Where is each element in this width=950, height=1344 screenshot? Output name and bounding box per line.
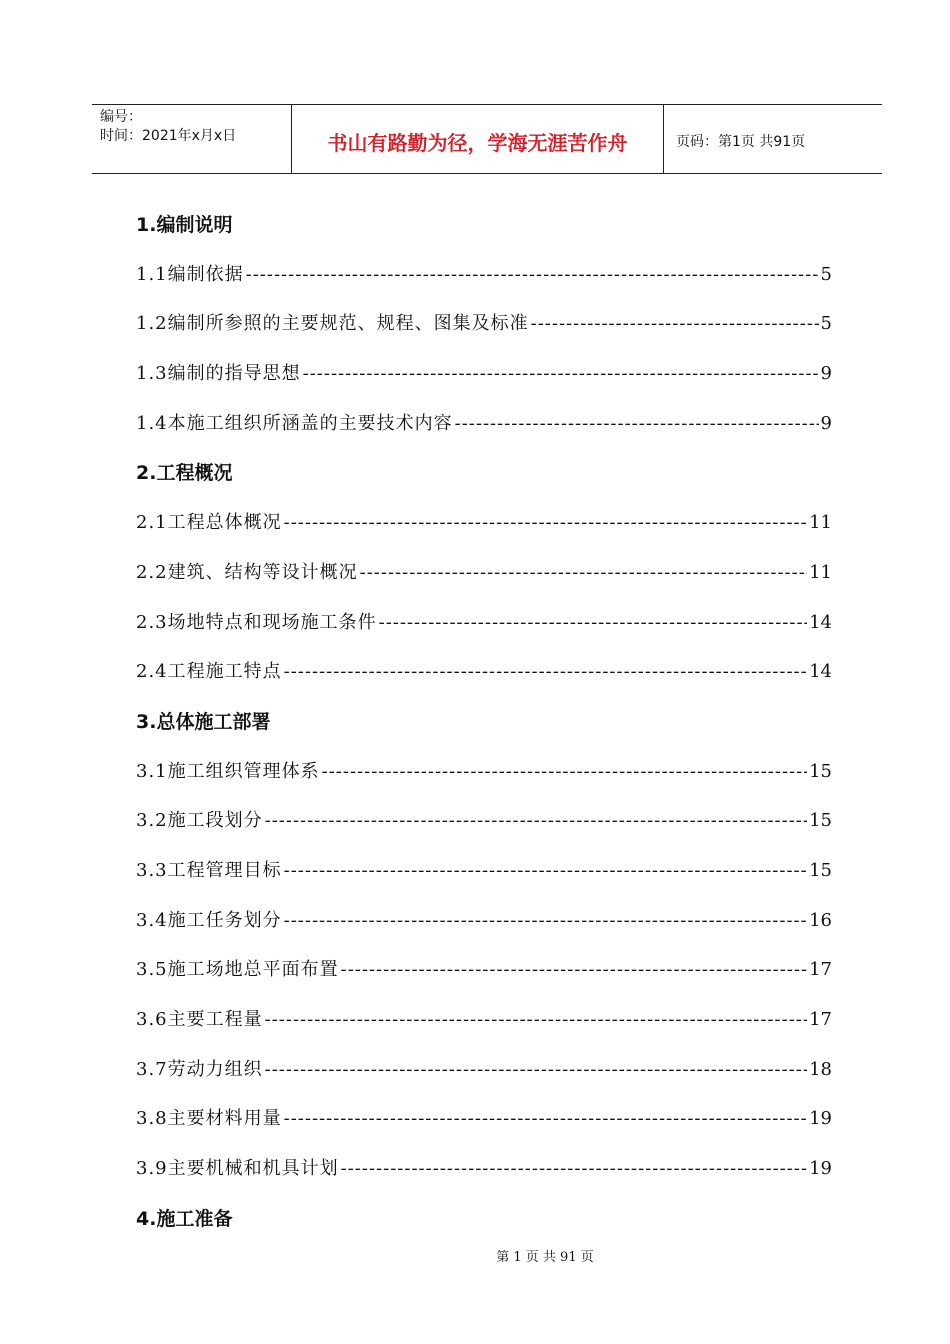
toc-entry[interactable] (136, 1000, 832, 1050)
toc-entry-title: 1.3编制的指导思想 (136, 363, 301, 385)
toc-entry[interactable] (136, 304, 832, 354)
toc-entry-title: 2.1工程总体概况 (136, 512, 282, 534)
toc-entry-page: 19 (809, 1108, 832, 1130)
toc-entry[interactable] (136, 1149, 832, 1199)
header-page-info: 页码：第1页 共91页 (676, 134, 806, 150)
toc-entry-title: 3.2施工段划分 (136, 810, 263, 832)
toc-entry[interactable] (136, 851, 832, 901)
toc-entry[interactable] (136, 801, 832, 851)
toc-entry-title: 1.4本施工组织所涵盖的主要技术内容 (136, 412, 453, 434)
toc-dot-leader (284, 851, 807, 891)
toc-entry-title: 3.8主要材料用量 (136, 1108, 282, 1130)
toc-entry-title: 2.2建筑、结构等设计概况 (136, 561, 358, 583)
toc-entry-page: 19 (809, 1158, 832, 1180)
toc-dot-leader (322, 752, 807, 792)
toc-section-heading[interactable]: 2.工程概况 (136, 462, 233, 485)
toc-dot-leader (379, 603, 807, 643)
toc-entry-title: 3.7劳动力组织 (136, 1058, 263, 1080)
table-of-contents (136, 205, 832, 1248)
toc-entry-page: 11 (809, 512, 832, 534)
toc-entry[interactable] (136, 1099, 832, 1149)
toc-entry-page: 14 (809, 611, 832, 633)
toc-dot-leader (284, 652, 807, 692)
toc-dot-leader (303, 354, 819, 394)
toc-entry-title: 3.9主要机械和机具计划 (136, 1158, 339, 1180)
page-footer: 第 1 页 共 91 页 (496, 1250, 594, 1265)
toc-section-heading[interactable]: 3.总体施工部署 (136, 710, 271, 733)
document-number-label: 编号： (100, 109, 142, 125)
toc-entry-title: 1.1编制依据 (136, 263, 244, 285)
toc-entry-title: 1.2编制所参照的主要规范、规程、图集及标准 (136, 313, 529, 335)
toc-entry-page: 15 (809, 810, 832, 832)
header-motto: 书山有路勤为径，学海无涯苦作舟 (292, 105, 664, 173)
toc-dot-leader (341, 1149, 807, 1189)
toc-entry-title: 2.3场地特点和现场施工条件 (136, 611, 377, 633)
toc-entry[interactable] (136, 553, 832, 603)
document-time: 时间：2021年x月x日 (100, 128, 237, 144)
toc-entry-page: 15 (809, 859, 832, 881)
toc-dot-leader (531, 304, 819, 344)
toc-dot-leader (284, 503, 807, 543)
toc-entry-page: 5 (820, 263, 832, 285)
toc-entry[interactable] (136, 404, 832, 454)
toc-dot-leader (246, 255, 819, 295)
toc-entry-title: 2.4工程施工特点 (136, 661, 282, 683)
toc-entry[interactable] (136, 255, 832, 305)
toc-dot-leader (284, 1099, 807, 1139)
toc-dot-leader (341, 950, 807, 990)
toc-dot-leader (265, 1000, 807, 1040)
toc-dot-leader (360, 553, 807, 593)
toc-entry-title: 3.6主要工程量 (136, 1009, 263, 1030)
toc-entry-page: 17 (809, 959, 832, 981)
header-meta (92, 105, 292, 173)
toc-entry-page: 14 (809, 661, 832, 683)
toc-entry[interactable] (136, 950, 832, 1000)
toc-dot-leader (265, 801, 807, 841)
toc-entry-page: 9 (820, 412, 832, 434)
toc-dot-leader (455, 404, 819, 444)
toc-entry[interactable] (136, 354, 832, 404)
toc-dot-leader (284, 901, 807, 941)
toc-entry-title: 3.4施工任务划分 (136, 909, 282, 931)
toc-entry-page: 11 (809, 561, 832, 583)
toc-entry-page: 16 (809, 909, 832, 931)
toc-entry-page: 9 (820, 363, 832, 385)
toc-entry-page: 5 (820, 313, 832, 335)
toc-entry[interactable] (136, 652, 832, 702)
toc-section-heading[interactable]: 4.施工准备 (136, 1207, 233, 1230)
toc-entry-title: 3.5施工场地总平面布置 (136, 959, 339, 981)
toc-section-heading[interactable]: 1.编制说明 (136, 214, 233, 236)
toc-entry[interactable] (136, 603, 832, 653)
page-header (92, 104, 882, 174)
toc-entry[interactable] (136, 503, 832, 553)
toc-entry[interactable] (136, 901, 832, 951)
toc-entry-page: 18 (809, 1058, 832, 1080)
toc-entry-title: 3.3工程管理目标 (136, 859, 282, 881)
toc-entry-title: 3.1施工组织管理体系 (136, 760, 320, 782)
toc-entry[interactable] (136, 752, 832, 802)
toc-dot-leader (265, 1050, 807, 1090)
toc-entry[interactable] (136, 1050, 832, 1100)
toc-entry-page: 15 (809, 760, 832, 782)
toc-entry-page: 17 (809, 1009, 832, 1030)
